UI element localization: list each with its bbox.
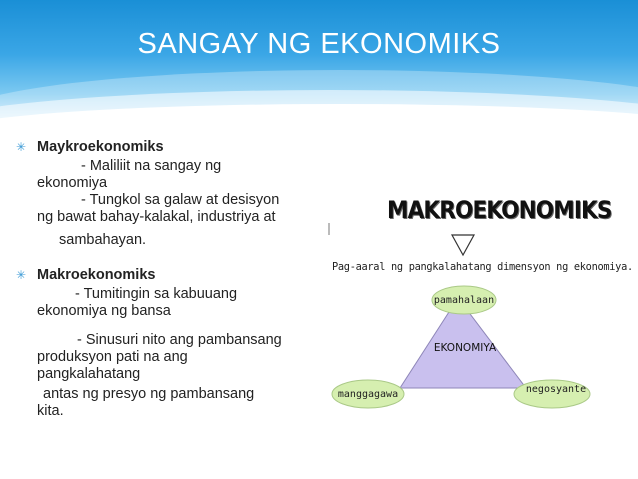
node-label-top: pamahalaan (433, 295, 495, 306)
bullet-line: - Sinusuri nito ang pambansang (77, 332, 282, 348)
bullet-line: - Tumitingin sa kabuuang (75, 286, 238, 302)
slide-header (0, 0, 638, 120)
makroekonomiks-figure (328, 188, 633, 438)
bullet-text (37, 158, 307, 249)
bullet-maykroekonomiks (16, 139, 307, 249)
slide-body (16, 139, 307, 420)
bullet-line: ng bawat bahay-kalakal, industriya at (37, 209, 276, 225)
node-label-right: negosyante (525, 384, 587, 395)
figure-title: MAKROEKONOMIKS (387, 196, 612, 224)
bullet-line: ekonomiya (37, 175, 108, 191)
center-label: EKONOMIYA (433, 342, 497, 354)
bullet-heading: Maykroekonomiks (37, 139, 164, 155)
bullet-line: ekonomiya ng bansa (37, 303, 171, 319)
bullet-star-icon: ✳ (16, 268, 27, 282)
bullet-text (37, 286, 307, 420)
bullet-line: - Maliliit na sangay ng (81, 158, 222, 174)
economy-diagram (328, 276, 628, 426)
node-label-left: manggagawa (337, 389, 399, 400)
bullet-star-icon: ✳ (16, 140, 27, 154)
bullet-line: - Tungkol sa galaw at desisyon (81, 192, 280, 208)
bullet-line: kita. (37, 403, 64, 419)
bullet-line: produksyon pati na ang (37, 349, 188, 365)
bullet-line: pangkalahatang (37, 366, 141, 382)
bullet-heading: Makroekonomiks (37, 267, 156, 283)
slide-title: SANGAY NG EKONOMIKS (137, 28, 501, 60)
bullet-line: sambahayan. (59, 232, 147, 248)
down-arrow-icon (450, 233, 476, 257)
bullet-makroekonomiks (16, 267, 307, 420)
bullet-line: antas ng presyo ng pambansang (43, 386, 255, 402)
figure-caption: Pag-aaral ng pangkalahatang dimensyon ng ekonomiya. (332, 261, 633, 273)
